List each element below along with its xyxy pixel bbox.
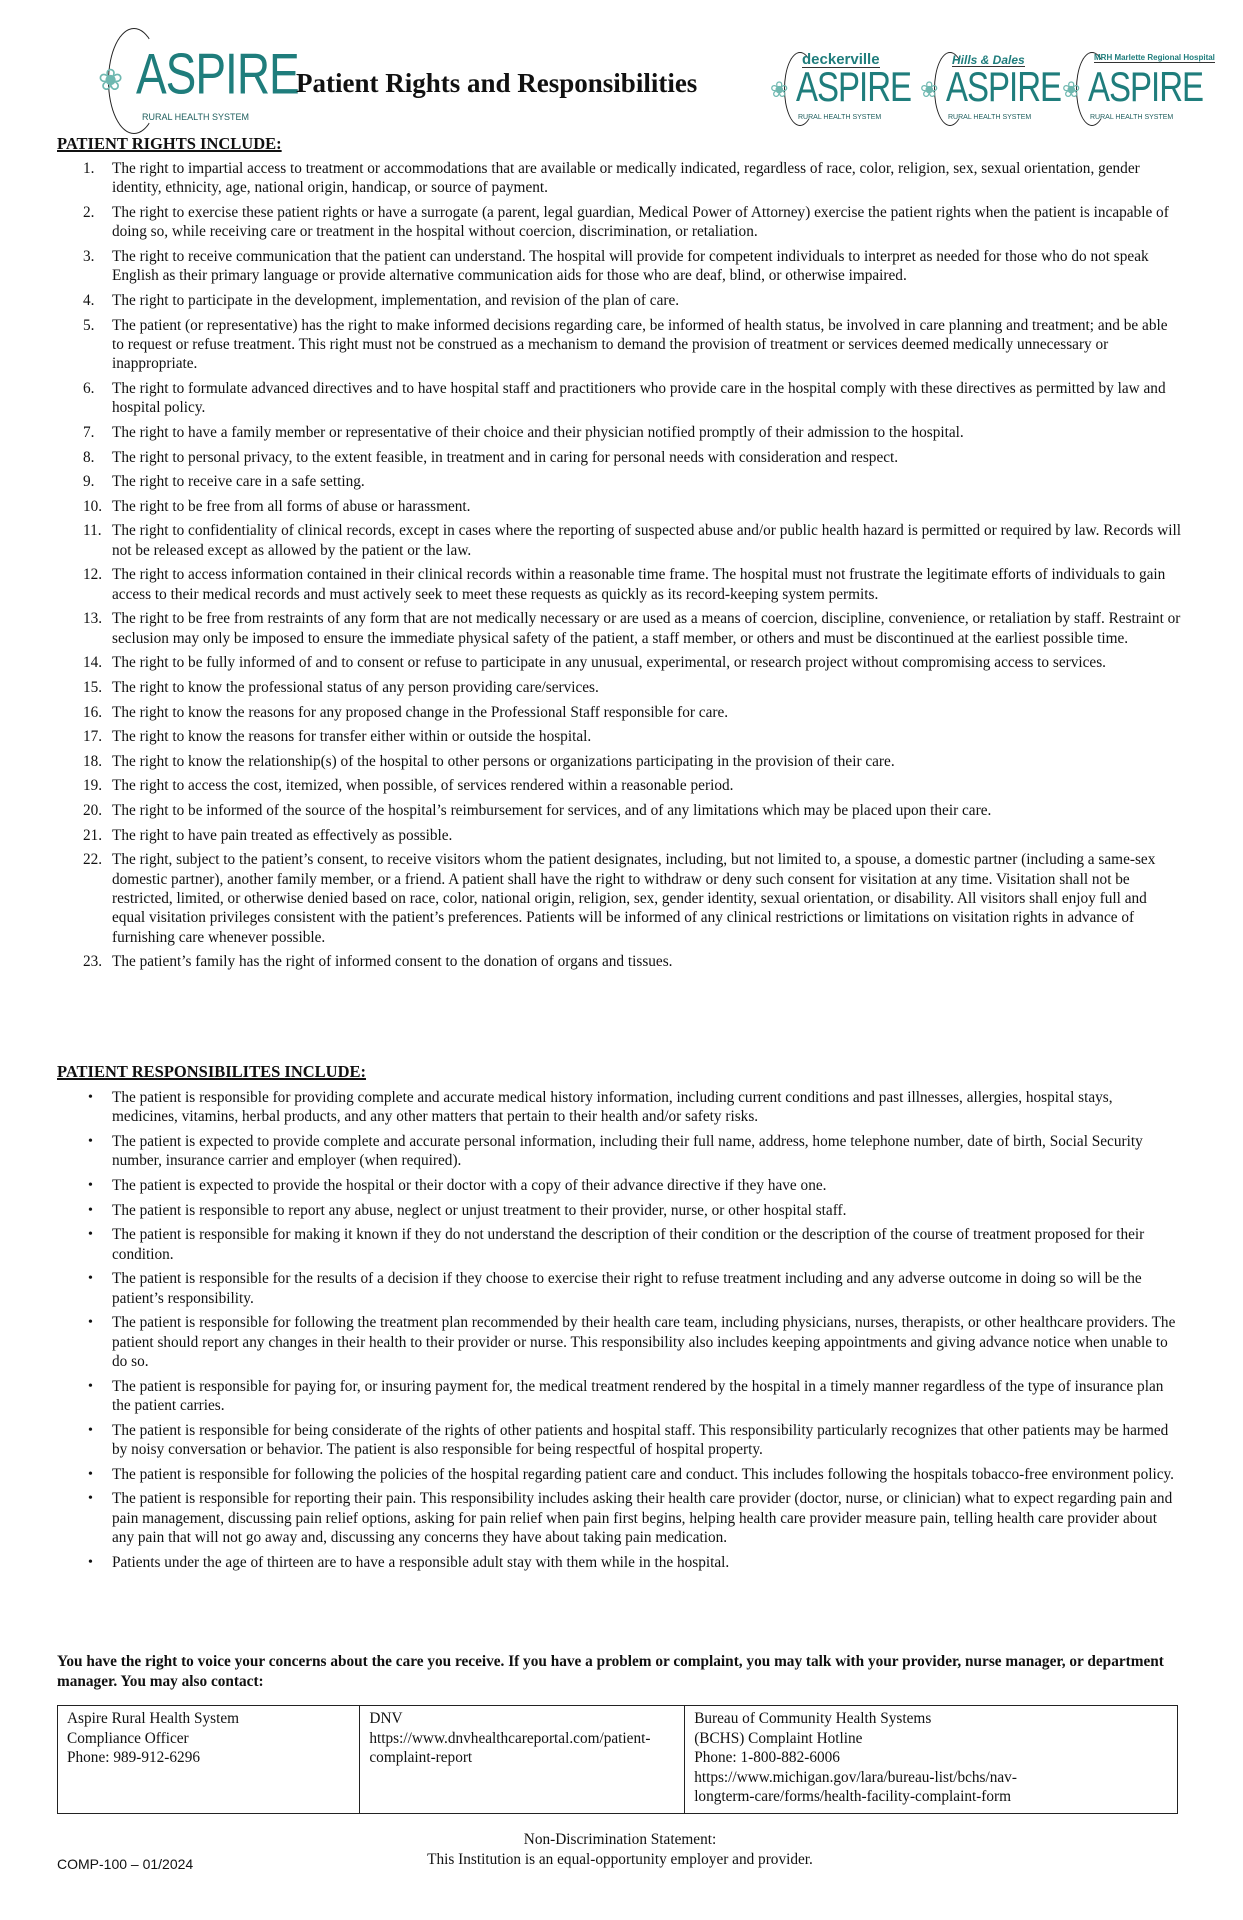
contact-line: Bureau of Community Health Systems <box>694 1710 932 1727</box>
item-number: 4. <box>83 292 95 309</box>
right-item <box>57 826 1182 845</box>
responsibility-item <box>57 1465 1182 1484</box>
right-item <box>57 159 1182 198</box>
item-text: The patient is expected to provide complete and accurate personal information, including their full name, address, home telephone number, date of birth, Social Security number, insurance carrier and employer (when required). <box>112 1133 1143 1170</box>
item-text: The patient is responsible to report any abuse, neglect or unjust treatment to their provider, nurse, or other hospital staff. <box>112 1201 847 1219</box>
item-text: The right to exercise these patient rights or have a surrogate (a parent, legal guardian, Medical Power of Attorney) exercise the patient rights when the patient is incapable of doing so, while receiving care or treatment in the hospital without coercion, discrimination, or retaliation. <box>112 204 1169 241</box>
responsibility-item <box>57 1489 1182 1547</box>
item-text: The patient (or representative) has the right to make informed decisions regarding care, be informed of health status, be involved in care planning and treatment; and be able to request or refuse treatment. This right must not be construed as a mechanism to demand the provision of treatment or services deemed medically unnecessary or inappropriate. <box>112 316 1168 373</box>
item-text: The patient is responsible for making it known if they do not understand the description of their condition or the description of the course of treatment proposed for their condition. <box>112 1226 1145 1263</box>
item-number: 23. <box>83 953 103 971</box>
item-text: The patient is responsible for the results of a decision if they choose to exercise their right to refuse treatment including and any adverse outcome in doing so will be the patient’s responsibility. <box>112 1270 1142 1307</box>
item-text: The patient is responsible for paying for, or insuring payment for, the medical treatment rendered by the hospital in a timely manner regardless of the type of insurance plan the patient carries. <box>112 1377 1164 1414</box>
right-item <box>57 565 1182 604</box>
bullet-icon: • <box>88 1134 93 1149</box>
contact-cell <box>58 1706 360 1814</box>
contact-line: longterm-care/forms/health-facility-complaint-form <box>694 1788 1012 1805</box>
contact-line: DNV <box>369 1710 403 1727</box>
lotus-icon: ❀ <box>770 78 789 103</box>
item-text: The patient is responsible for providing complete and accurate medical history information, including current conditions and past illnesses, allergies, hospital stays, medicines, vitamins, herbal products, and any other matters that pertain to their health and/or safety risks. <box>112 1089 1113 1126</box>
right-item <box>57 609 1182 648</box>
bullet-icon: • <box>88 1178 93 1193</box>
responsibility-item <box>57 1225 1182 1264</box>
item-text: The patient is responsible for following the policies of the hospital regarding patient care and conduct. This includes following the hospitals tobacco-free environment policy. <box>112 1465 1174 1483</box>
rights-list <box>57 159 1182 977</box>
bullet-icon: • <box>88 1090 93 1105</box>
item-number: 20. <box>83 801 103 819</box>
item-text: The right to be free from restraints of any form that are not medically necessary or are used as a means of coercion, discipline, convenience, or retaliation by staff. Restraint or seclusion may only be imposed to ensure the immediate physical safety of the patient, a staff member, or others and must be discontinued at the earliest possible time. <box>112 610 1181 647</box>
contact-cell <box>685 1706 1178 1814</box>
item-text: The right to receive communication that the patient can understand. The hospital will provide for competent individuals to interpret as needed for those who do not speak English as their primary language or provide alternative communication aids for those who are deaf, blind, or otherwise impaired. <box>112 248 1149 285</box>
bullet-icon: • <box>88 1227 93 1243</box>
right-item <box>57 448 1182 467</box>
item-number: 17. <box>83 728 103 746</box>
item-number: 1. <box>83 160 95 177</box>
responsibility-item <box>57 1553 1182 1572</box>
logo-sub: RURAL HEALTH SYSTEM <box>948 114 1032 121</box>
item-text: The right to personal privacy, to the extent feasible, in treatment and in caring for personal needs with consideration and respect. <box>112 448 899 466</box>
complaint-notice: You have the right to voice your concerns about the care you receive. If you have a problem or complaint, you may talk with your provider, nurse manager, or department manager. You may also contact: <box>57 1653 1164 1690</box>
item-text: The right to access information contained in their clinical records within a reasonable time frame. The hospital must not frustrate the legitimate efforts of individuals to gain access to their medical records and must actively seek to meet these requests as quickly as its record-keeping system permits. <box>112 566 1166 603</box>
contact-line: https://www.michigan.gov/lara/bureau-list/bchs/nav- <box>694 1768 1017 1786</box>
item-text: The patient is responsible for reporting their pain. This responsibility includes asking their health care provider (doctor, nurse, or clinician) what to expect regarding pain and pain management, discussing pain relief options, asking for pain relief when pain first begins, helping health care provider measure pain, telling health care provider about any pain that will not go away and, discussing any concerns they have about taking pain medication. <box>112 1490 1173 1546</box>
responsibilities-list <box>57 1088 1182 1577</box>
right-item <box>57 952 1182 971</box>
item-text: The patient is responsible for following the treatment plan recommended by their health care team, including physicians, nurses, therapists, or other healthcare providers. The patient should report any changes in their health to their provider or nurse. This responsibility also includes keeping appointments and giving advance notice when unable to do so. <box>112 1314 1176 1370</box>
responsibility-item <box>57 1201 1182 1220</box>
right-item <box>57 247 1182 286</box>
right-item <box>57 703 1182 722</box>
contact-line: complaint-report <box>369 1749 473 1766</box>
item-number: 18. <box>83 752 103 770</box>
contact-line: (BCHS) Complaint Hotline <box>694 1729 863 1747</box>
item-number: 10. <box>83 497 103 515</box>
bullet-icon: • <box>88 1202 93 1218</box>
bullet-icon: • <box>88 1422 93 1438</box>
item-number: 9. <box>83 473 95 491</box>
item-text: The right to confidentiality of clinical records, except in cases where the reporting of suspected abuse and/or public health hazard is permitted or required by law. Records will not be released except as allowed by the patient or the law. <box>112 522 1181 559</box>
item-text: The right to know the professional status of any person providing care/services. <box>112 678 599 696</box>
logo-top: deckerville <box>802 51 880 68</box>
item-number: 15. <box>83 678 103 696</box>
item-number: 22. <box>83 851 103 869</box>
bullet-icon: • <box>88 1378 93 1394</box>
item-number: 7. <box>83 424 95 441</box>
logo-word: ASPIRE <box>1088 63 1204 110</box>
logo-sub: RURAL HEALTH SYSTEM <box>142 112 250 122</box>
item-number: 21. <box>83 826 103 844</box>
contact-line: Phone: 1-800-882-6006 <box>694 1749 840 1766</box>
bullet-icon: • <box>88 1271 93 1287</box>
lotus-icon: ❀ <box>920 78 939 103</box>
right-item <box>57 316 1182 374</box>
logo-word: ASPIRE <box>796 63 912 110</box>
contact-line: Aspire Rural Health System <box>67 1710 240 1727</box>
responsibility-item <box>57 1176 1182 1195</box>
right-item <box>57 472 1182 491</box>
right-item <box>57 291 1182 310</box>
item-text: The right to be fully informed of and to consent or refuse to participate in any unusual, experimental, or research project without compromising access to services. <box>112 654 1106 672</box>
item-number: 16. <box>83 703 103 721</box>
item-text: The right to have pain treated as effectively as possible. <box>112 826 453 844</box>
lotus-icon: ❀ <box>1062 78 1081 103</box>
item-number: 11. <box>83 522 102 540</box>
aspire-main-logo <box>98 28 299 132</box>
right-item <box>57 727 1182 746</box>
item-number: 2. <box>83 204 95 221</box>
responsibility-item <box>57 1421 1182 1460</box>
right-item <box>57 521 1182 560</box>
item-text: The right to know the relationship(s) of the hospital to other persons or organizations participating in the provision of their care. <box>112 752 895 770</box>
right-item <box>57 203 1182 242</box>
logo-word: ASPIRE <box>946 63 1062 110</box>
right-item <box>57 752 1182 771</box>
contacts-row <box>58 1706 1178 1814</box>
item-number: 3. <box>83 248 95 265</box>
non-discrimination-statement <box>300 1830 940 1870</box>
responsibility-item <box>57 1313 1182 1371</box>
hills-dales-logo <box>918 50 1062 126</box>
right-item <box>57 379 1182 418</box>
logo-top: Hills & Dales <box>952 53 1025 67</box>
deckerville-logo <box>768 50 912 126</box>
bullet-icon: • <box>88 1554 93 1570</box>
right-item <box>57 423 1182 442</box>
item-text: The patient is responsible for being considerate of the rights of other patients and hospital staff. This responsibility particularly recognizes that other patients may be harmed by noisy conversation or behavior. The patient is also responsible for being respectful of hospital property. <box>112 1421 1169 1458</box>
contact-line: Compliance Officer <box>67 1729 189 1747</box>
item-text: The right to impartial access to treatment or accommodations that are available or medically indicated, regardless of race, color, religion, sex, sexual orientation, gender identity, ethnicity, age, national origin, handicap, or source of payment. <box>112 160 1140 197</box>
item-number: 12. <box>83 566 103 584</box>
item-text: The right to have a family member or representative of their choice and their physician notified promptly of their admission to the hospital. <box>112 424 964 441</box>
item-number: 5. <box>83 316 95 334</box>
document-code: COMP-100 – 01/2024 <box>57 1856 194 1872</box>
item-number: 6. <box>83 380 95 397</box>
contact-line: https://www.dnvhealthcareportal.com/patient- <box>369 1729 651 1747</box>
responsibility-item <box>57 1088 1182 1127</box>
item-text: The right to be informed of the source of the hospital’s reimbursement for services, and of any limitations which may be placed upon their care. <box>112 801 992 819</box>
item-number: 13. <box>83 610 103 628</box>
item-number: 19. <box>83 777 103 795</box>
item-text: The right to be free from all forms of abuse or harassment. <box>112 497 471 515</box>
bullet-icon: • <box>88 1466 93 1482</box>
logo-top: MRH Marlette Regional Hospital <box>1094 53 1215 62</box>
contact-line: Phone: 989-912-6296 <box>67 1749 200 1766</box>
item-text: The right to participate in the development, implementation, and revision of the plan of care. <box>112 292 680 309</box>
logo-word: ASPIRE <box>136 40 299 106</box>
contacts-table <box>57 1705 1178 1814</box>
item-text: The patient’s family has the right of informed consent to the donation of organs and tissues. <box>112 953 673 971</box>
bullet-icon: • <box>88 1491 93 1507</box>
item-text: The right to formulate advanced directives and to have hospital staff and practitioners who provide care in the hospital comply with these directives as permitted by law and hospital policy. <box>112 380 1166 417</box>
logo-sub: RURAL HEALTH SYSTEM <box>1090 114 1174 121</box>
item-text: Patients under the age of thirteen are to have a responsible adult stay with them while in the hospital. <box>112 1553 730 1571</box>
right-item <box>57 497 1182 516</box>
right-item <box>57 850 1182 947</box>
lotus-icon: ❀ <box>98 63 124 98</box>
item-text: The right to receive care in a safe setting. <box>112 473 365 491</box>
statement-text: This Institution is an equal-opportunity employer and provider. <box>427 1851 813 1868</box>
right-item <box>57 801 1182 820</box>
item-number: 8. <box>83 448 95 466</box>
item-text: The right to know the reasons for transfer either within or outside the hospital. <box>112 728 592 746</box>
item-text: The right to know the reasons for any proposed change in the Professional Staff responsible for care. <box>112 703 729 721</box>
right-item <box>57 678 1182 697</box>
rights-heading: PATIENT RIGHTS INCLUDE: <box>57 134 282 153</box>
logo-sub: RURAL HEALTH SYSTEM <box>798 114 882 121</box>
responsibilities-heading: PATIENT RESPONSIBILITES INCLUDE: <box>57 1062 367 1081</box>
item-number: 14. <box>83 654 103 672</box>
responsibility-item <box>57 1269 1182 1308</box>
page-title: Patient Rights and Responsibilities <box>296 68 698 98</box>
item-text: The right to access the cost, itemized, when possible, of services rendered within a reasonable period. <box>112 777 734 795</box>
marlette-logo <box>1060 50 1215 126</box>
item-text: The right, subject to the patient’s consent, to receive visitors whom the patient designates, including, but not limited to, a spouse, a domestic partner (including a same-sex domestic partner), another family member, or a friend. A patient shall have the right to withdraw or deny such consent for visitation at any time. Visitation shall not be restricted, limited, or otherwise denied based on race, color, national origin, religion, sex, gender identity, sexual orientation, or disability. All visitors shall enjoy full and equal visitation privileges consistent with the patient’s preferences. Patients will be informed of any clinical restrictions or limitations on visitation rights in advance of furnishing care whenever possible. <box>112 851 1156 946</box>
bullet-icon: • <box>88 1315 93 1331</box>
right-item <box>57 776 1182 795</box>
contact-cell <box>360 1706 685 1814</box>
right-item <box>57 653 1182 672</box>
responsibility-item <box>57 1377 1182 1416</box>
responsibility-item <box>57 1132 1182 1171</box>
statement-title: Non-Discrimination Statement: <box>523 1831 717 1848</box>
item-text: The patient is expected to provide the hospital or their doctor with a copy of their advance directive if they have one. <box>112 1177 827 1194</box>
